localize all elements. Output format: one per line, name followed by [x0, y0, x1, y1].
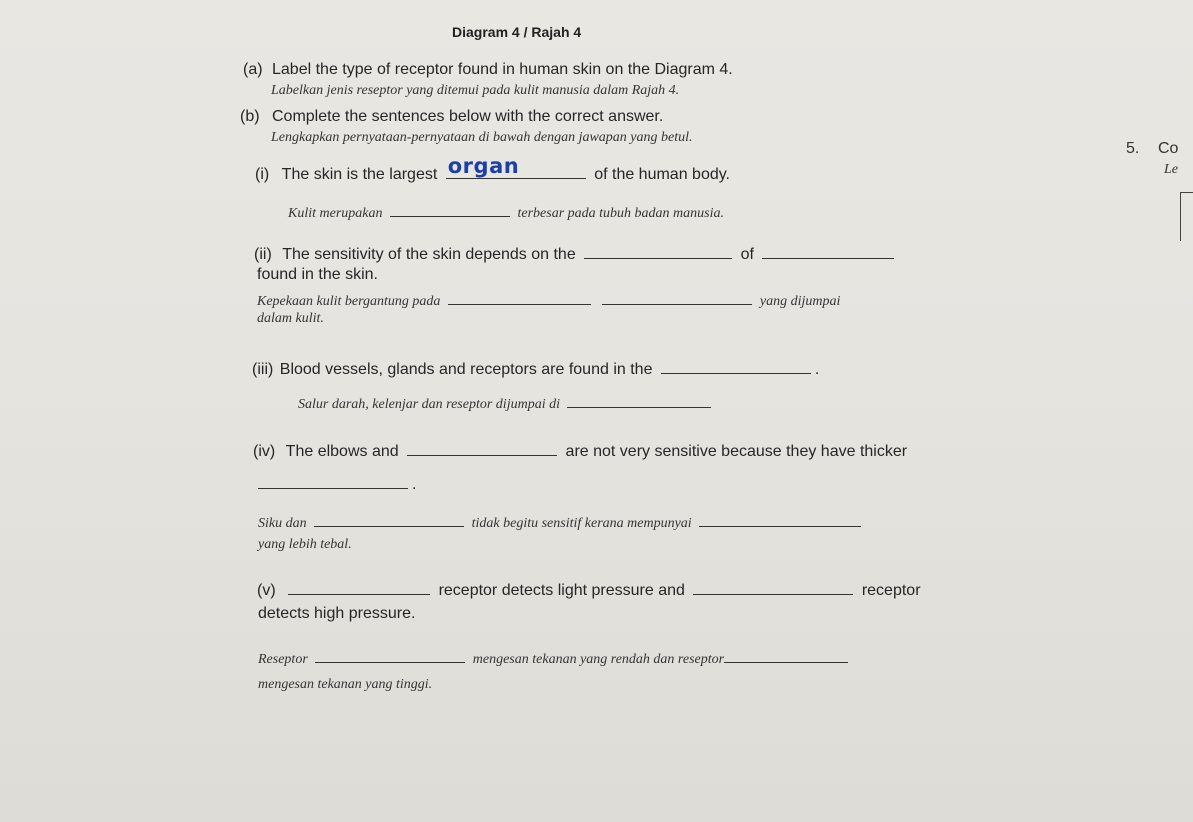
item-ii-row: [254, 244, 898, 264]
item-iii-blank[interactable]: [661, 359, 811, 374]
item-i-text-post: of the human body.: [594, 166, 730, 183]
item-ii-malay-pre: Kepekaan kulit bergantung pada: [257, 294, 441, 309]
item-iii-text-pre: Blood vessels, glands and receptors are found in the: [279, 361, 653, 378]
item-iv-row: [253, 441, 907, 461]
item-v-row: [257, 580, 921, 600]
item-ii-malay-blank-1[interactable]: [448, 292, 591, 305]
item-iii-malay-pre: Salur darah, kelenjar dan reseptor dijumpai di: [298, 397, 560, 412]
item-i-handwritten-answer: organ: [447, 154, 520, 178]
question-a-english: Label the type of receptor found in human skin on the Diagram 4.: [272, 61, 733, 78]
question-b-malay: Lengkapkan pernyataan-pernyataan di bawah dengan jawapan yang betul.: [271, 130, 693, 145]
item-v-text-mid: receptor detects light pressure and: [438, 582, 685, 599]
item-iv-malay-post: tidak begitu sensitif kerana mempunyai: [471, 516, 692, 531]
item-ii-text-pre: The sensitivity of the skin depends on the: [282, 246, 576, 263]
item-v-malay-mid: mengesan tekanan yang rendah dan reseptor: [472, 652, 725, 667]
diagram-title: Diagram 4 / Rajah 4: [452, 24, 582, 40]
item-iii-number: (iii): [252, 361, 274, 378]
item-iv-blank-2[interactable]: [258, 474, 408, 489]
question-b-english: Complete the sentences below with the correct answer.: [272, 108, 664, 125]
item-iv-text-post: are not very sensitive because they have thicker: [565, 443, 908, 460]
item-v-malay-blank-2[interactable]: [724, 650, 848, 663]
item-ii-number: (ii): [254, 246, 272, 263]
question-b-number: (b): [240, 108, 260, 125]
item-iv-number: (iv): [253, 443, 276, 460]
item-i-answer-blank[interactable]: [446, 154, 586, 179]
item-v-malay-line2: mengesan tekanan yang tinggi.: [258, 677, 433, 692]
item-ii-malay-post: yang dijumpai: [759, 294, 841, 309]
item-v-malay-row: [258, 650, 852, 668]
item-i-malay-post: terbesar pada tubuh badan manusia.: [517, 206, 724, 221]
next-page-box-fragment: [1180, 192, 1193, 241]
item-ii-blank-1[interactable]: [584, 244, 732, 259]
item-i-malay-row: [288, 204, 724, 222]
item-iv-malay-row: [258, 514, 865, 532]
item-iv-malay-blank-1[interactable]: [314, 514, 464, 527]
item-iv-malay-line2: yang lebih tebal.: [258, 537, 352, 552]
next-question-fragment: Co: [1158, 140, 1179, 157]
item-iv-malay-blank-2[interactable]: [699, 514, 861, 527]
item-ii-blank-2[interactable]: [762, 244, 894, 259]
item-ii-malay-line2: dalam kulit.: [257, 311, 324, 326]
item-i-number: (i): [255, 166, 270, 183]
item-i-malay-blank[interactable]: [390, 204, 510, 217]
item-iii-row: [252, 359, 819, 379]
item-iv-line2: [258, 474, 416, 494]
item-iv-malay-pre: Siku dan: [258, 516, 307, 531]
item-i-text-pre: The skin is the largest: [281, 166, 438, 183]
item-ii-malay-blank-2[interactable]: [602, 292, 752, 305]
item-i-row: [255, 154, 730, 184]
next-question-number: 5.: [1126, 140, 1140, 157]
item-ii-malay-row: [257, 292, 840, 310]
item-iv-text-end: .: [412, 476, 417, 493]
item-v-line2: detects high pressure.: [258, 605, 416, 622]
item-v-number: (v): [257, 582, 276, 599]
next-question-malay-fragment: Le: [1164, 162, 1178, 177]
item-ii-line2: found in the skin.: [257, 266, 378, 283]
item-iii-malay-blank[interactable]: [567, 395, 711, 408]
item-v-malay-blank-1[interactable]: [315, 650, 465, 663]
item-ii-text-mid: of: [740, 246, 754, 263]
item-v-malay-pre: Reseptor: [258, 652, 308, 667]
question-a-malay: Labelkan jenis reseptor yang ditemui pada kulit manusia dalam Rajah 4.: [271, 83, 680, 98]
item-i-malay-pre: Kulit merupakan: [288, 206, 383, 221]
item-iii-text-end: .: [814, 361, 820, 378]
item-iv-text-pre: The elbows and: [285, 443, 399, 460]
item-v-text-post: receptor: [861, 582, 921, 599]
item-iii-malay-row: [298, 395, 715, 413]
item-v-blank-1[interactable]: [288, 580, 430, 595]
item-v-blank-2[interactable]: [693, 580, 853, 595]
question-a-number: (a): [243, 61, 263, 78]
item-iv-blank-1[interactable]: [407, 441, 557, 456]
